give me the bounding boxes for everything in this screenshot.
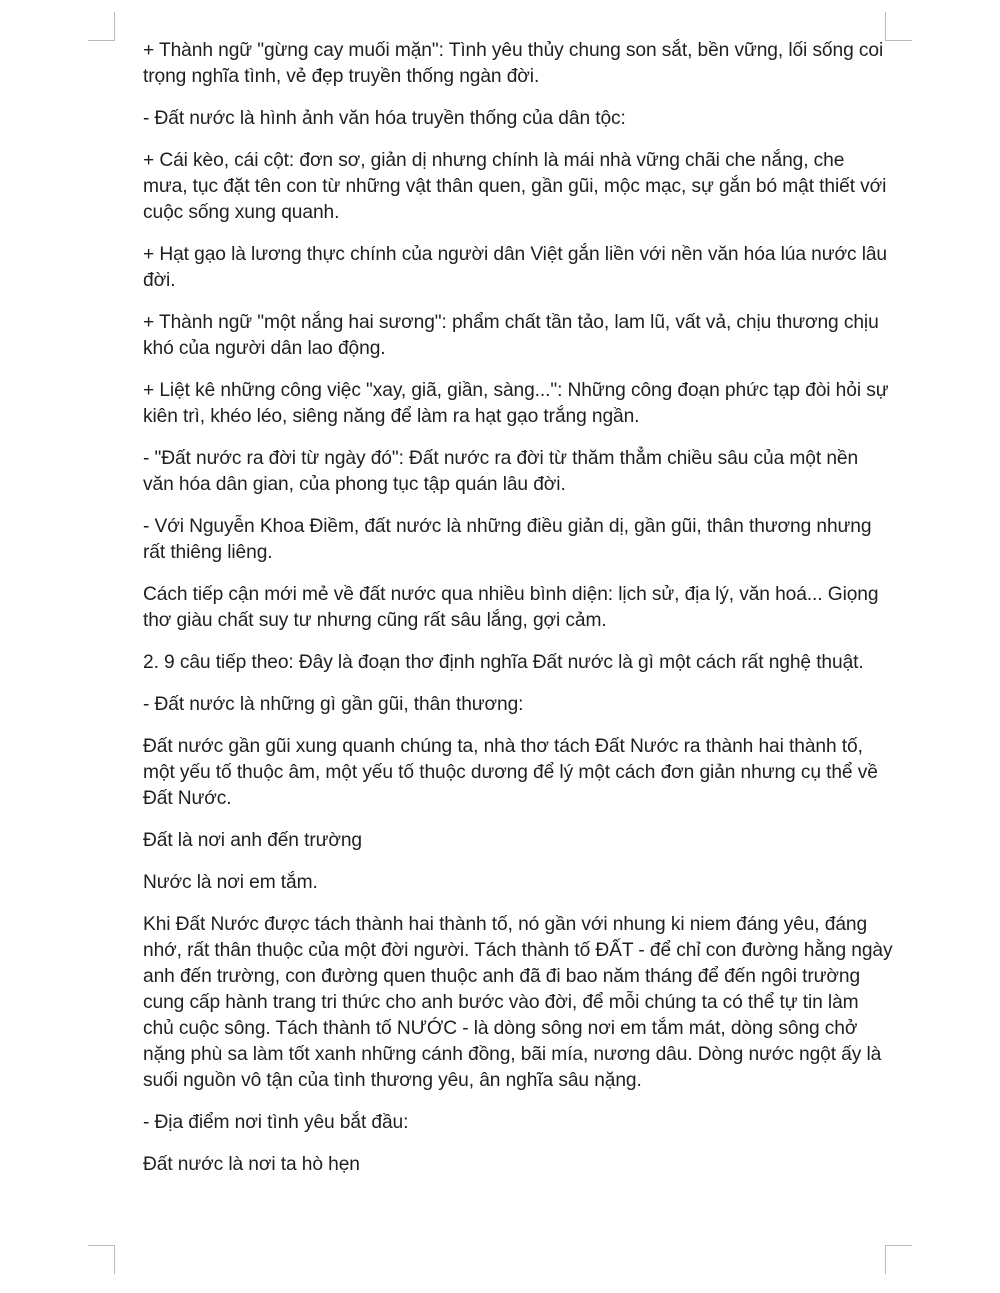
paragraph-tach-thanh-to: Khi Đất Nước được tách thành hai thành tố, nó gần với nhung ki niem đáng yêu, đáng nhớ, rất thân thuộc của một đời người. Tách thành tố ĐẤT - để chỉ con đường hằng ngày anh đến trường, con đường quen thuộc anh đã đi bao năm tháng để đến ngôi trường cung cấp hành trang tri thức cho anh bước vào đời, để mỗi chúng ta có thể tự tin làm chủ cuộc sông. Tách thành tố NƯỚC - là dòng sông nơi em tắm mát, dòng sông chở nặng phù sa làm tốt xanh những cánh đồng, bãi mía, nương dâu. Dòng nước ngột ấy là suối nguồn vô tận của tình thương yêu, ân nghĩa sâu nặng. — [143, 914, 893, 1091]
paragraph-cai-keo-cai-cot: + Cái kèo, cái cột: đơn sơ, giản dị nhưng chính là mái nhà vững chãi che nắng, che mưa, tục đặt tên con từ những vật thân quen, gần gũi, mộc mạc, sự gắn bó mật thiết với cuộc sống xung quanh. — [143, 150, 887, 223]
document-body — [143, 38, 893, 1194]
paragraph-dia-diem-tinh-yeu: - Địa điểm nơi tình yêu bắt đầu: — [143, 1112, 409, 1133]
paragraph-cach-tiep-can: Cách tiếp cận mới mẻ về đất nước qua nhiều bình diện: lịch sử, địa lý, văn hoá... Giọng thơ giàu chất suy tư nhưng cũng rất sâu lắng, gợi cảm. — [143, 584, 879, 631]
paragraph-hat-gao: + Hạt gạo là lương thực chính của người dân Việt gắn liền với nền văn hóa lúa nước lâu đời. — [143, 244, 887, 291]
paragraph-9-cau-tiep-theo: 2. 9 câu tiếp theo: Đây là đoạn thơ định nghĩa Đất nước là gì một cách rất nghệ thuật. — [143, 652, 864, 673]
paragraph-gan-gui-than-thuong: - Đất nước là những gì gần gũi, thân thương: — [143, 694, 524, 715]
paragraph-mot-nang-hai-suong: + Thành ngữ "một nắng hai sương": phẩm chất tần tảo, lam lũ, vất vả, chịu thương chịu khó của người dân lao động. — [143, 312, 879, 359]
paragraph-am-duong: Đất nước gần gũi xung quanh chúng ta, nhà thơ tách Đất Nước ra thành hai thành tố, một yếu tố thuộc âm, một yếu tố thuộc dương để lý một cách đơn giản nhưng cụ thể về Đất Nước. — [143, 736, 878, 809]
top-left-margin-mark — [88, 12, 115, 41]
paragraph-van-hoa-truyen-thong: - Đất nước là hình ảnh văn hóa truyền thống của dân tộc: — [143, 108, 626, 129]
verse-nuoc-la-noi-em-tam: Nước là nơi em tắm. — [143, 872, 318, 893]
paragraph-liet-ke-cong-viec: + Liệt kê những công việc "xay, giã, giần, sàng...": Những công đoạn phức tạp đòi hỏi sự kiên trì, khéo léo, siêng năng để làm ra hạt gạo trắng ngần. — [143, 380, 889, 427]
paragraph-gung-cay-muoi-man: + Thành ngữ "gừng cay muối mặn": Tình yêu thủy chung son sắt, bền vững, lối sống coi trọng nghĩa tình, vẻ đẹp truyền thống ngàn đời. — [143, 40, 884, 87]
bottom-right-margin-mark — [885, 1245, 912, 1274]
top-right-margin-mark — [885, 12, 912, 41]
paragraph-dat-nuoc-ra-doi: - "Đất nước ra đời từ ngày đó": Đất nước ra đời từ thăm thẳm chiều sâu của một nền văn hóa dân gian, của phong tục tập quán lâu đời. — [143, 448, 859, 495]
verse-dat-la-noi-anh-den-truong: Đất là nơi anh đến trường — [143, 830, 362, 851]
verse-noi-ta-ho-hen: Đất nước là nơi ta hò hẹn — [143, 1154, 360, 1175]
paragraph-nguyen-khoa-diem: - Với Nguyễn Khoa Điềm, đất nước là những điều giản dị, gần gũi, thân thương nhưng rất thiêng liêng. — [143, 516, 872, 563]
bottom-left-margin-mark — [88, 1245, 115, 1274]
